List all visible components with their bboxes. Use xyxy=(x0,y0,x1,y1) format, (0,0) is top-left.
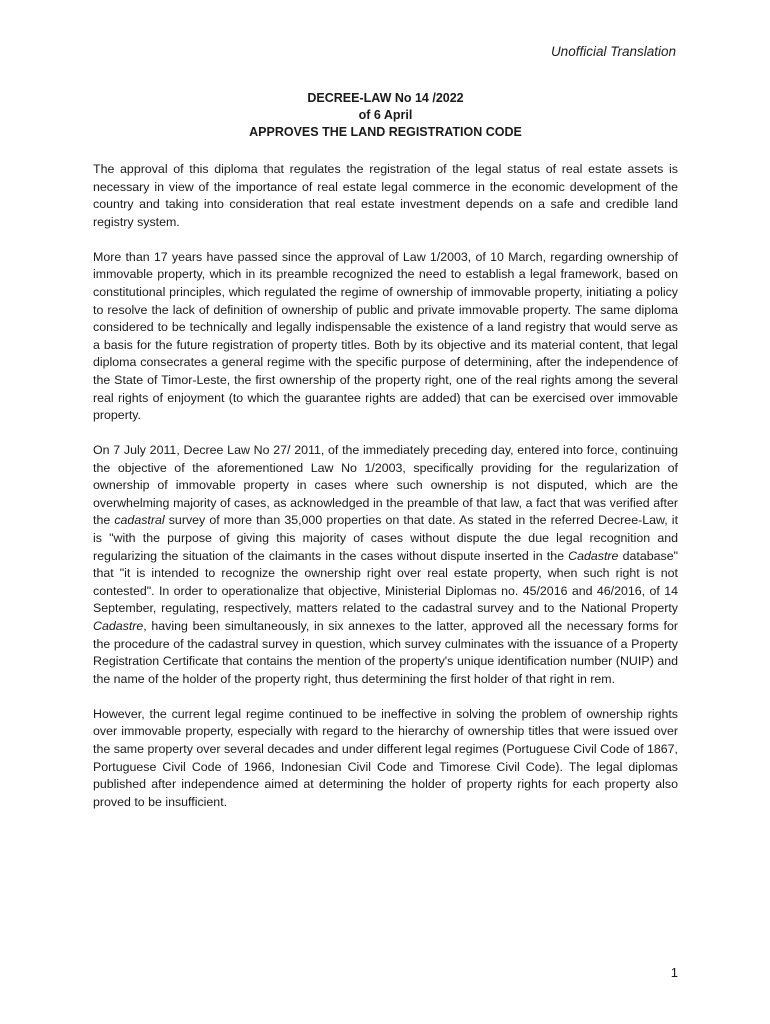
paragraph-3-text-c: database" that "it is intended to recognize the ownership right over real estate property, when such right is not contested". In order to operationalize that objective, Ministerial Diplomas no. 45/2016 and 46/2016, of 14 September, regulating, respectively, matters related to the cadastral survey and to the National Property xyxy=(93,548,678,616)
unofficial-translation-note: Unofficial Translation xyxy=(550,44,676,59)
paragraph-3 xyxy=(93,442,678,688)
decree-body xyxy=(93,161,678,829)
decree-title-number: DECREE-LAW No 14 /2022 xyxy=(307,91,464,105)
paragraph-3-text-d: , having been simultaneously, in six annexes to the latter, approved all the necessary forms for the procedure of the cadastral survey in question, which survey culminates with the issuance of a Property Registration Certificate that contains the mention of the property's unique identification number (NUIP) and the name of the holder of the property right, thus determining the first holder of that right in rem. xyxy=(93,619,678,686)
paragraph-3-italic-cadastral: cadastral xyxy=(114,513,165,528)
decree-title-date: of 6 April xyxy=(358,108,413,122)
paragraph-4: However, the current legal regime continued to be ineffective in solving the problem of ownership rights over immovable property, especially with regard to the hierarchy of ownership titles that were issued over the same property over several decades and under different legal regimes (Portuguese Civil Code of 1867, Portuguese Civil Code of 1966, Indonesian Civil Code and Timorese Civil Code). The legal diplomas published after independence aimed at determining the holder of property rights for each property also proved to be insufficient. xyxy=(93,706,678,809)
decree-title-subject: APPROVES THE LAND REGISTRATION CODE xyxy=(249,125,522,139)
page-number: 1 xyxy=(670,965,678,980)
paragraph-2: More than 17 years have passed since the approval of Law 1/2003, of 10 March, regarding ownership of immovable property, which in its preamble recognized the need to establish a legal framework, based on constitutional principles, which regulated the regime of ownership of immovable property, initiating a policy to resolve the lack of definition of ownership of public and private immovable property. The same diploma considered to be technically and legally indispensable the existence of a land registry that would serve as a basis for the future registration of property titles. Both by its objective and its material content, that legal diploma consecrates a general regime with the specific purpose of determining, after the independence of the State of Timor-Leste, the first ownership of the property right, one of the real rights among the several real rights of enjoyment (to which the guarantee rights are added) that can be exercised over immovable property. xyxy=(93,249,678,423)
paragraph-1: The approval of this diploma that regulates the registration of the legal status of real estate assets is necessary in view of the importance of real estate legal commerce in the economic development of the country and taking into consideration that real estate investment depends on a safe and credible land registry system. xyxy=(93,162,678,229)
paragraph-3-italic-cadastre-2: Cadastre xyxy=(93,619,144,634)
decree-title xyxy=(93,90,678,141)
paragraph-3-text-b: survey of more than 35,000 properties on that date. As stated in the referred Decree-Law, it is "with the purpose of giving this majority of cases without dispute the due legal recognition and regularizing the situation of the claimants in the cases without dispute inserted in the xyxy=(93,513,679,563)
paragraph-3-italic-cadastre-1: Cadastre xyxy=(568,548,619,563)
paragraph-3-text-a: On 7 July 2011, Decree Law No 27/ 2011, of the immediately preceding day, entered into force, continuing the objective of the aforementioned Law No 1/2003, specifically providing for the regularization of ownership of immovable property in cases where such ownership is not disputed, which are the overwhelming majority of cases, as acknowledged in the preamble of that law, a fact that was verified after the xyxy=(93,443,678,528)
